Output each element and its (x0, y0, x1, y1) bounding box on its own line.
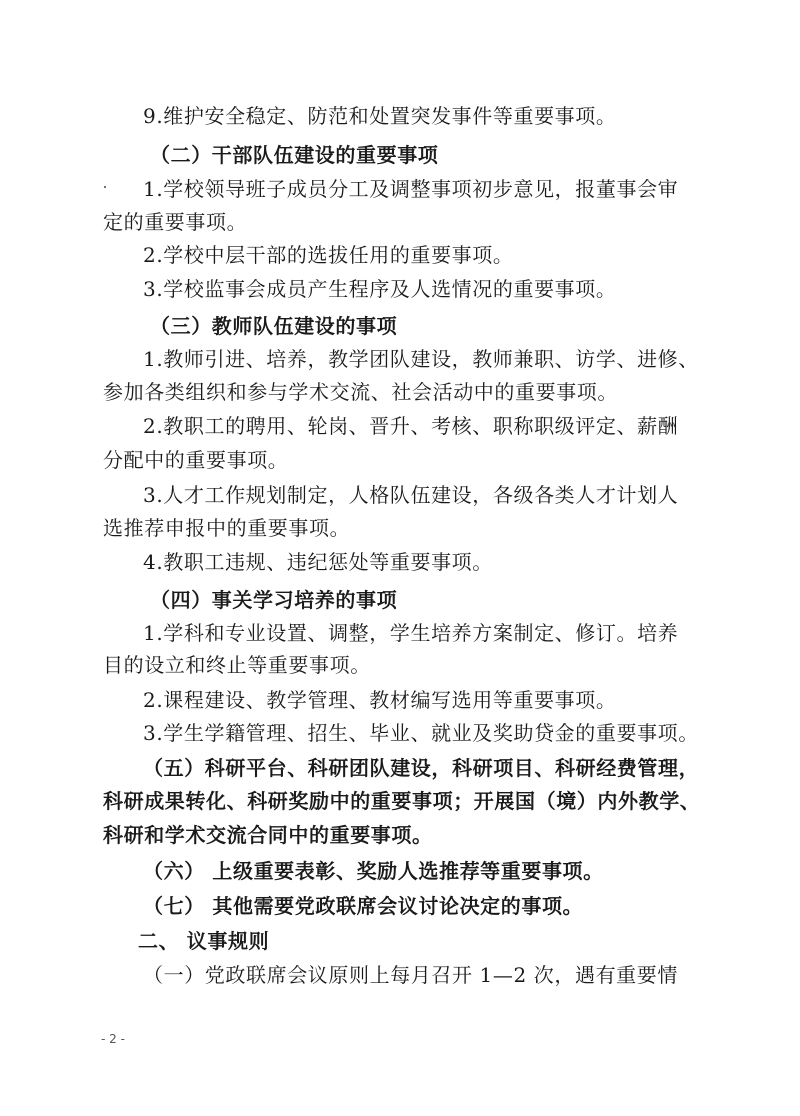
bold-paragraph-line: 科研成果转化、科研奖励中的重要事项；开展国（境）内外教学、 (103, 789, 701, 813)
text-line: 3.学生学籍管理、招生、毕业、就业及奖助贷金的重要事项。 (143, 721, 699, 745)
section-heading: 二、 议事规则 (138, 929, 270, 953)
text-line: 1.教师引进、培养，教学团队建设，教师兼职、访学、进修、 (143, 347, 699, 371)
text-line: 参加各类组织和参与学术交流、社会活动中的重要事项。 (103, 380, 618, 404)
text-line: 3.人才工作规划制定，人格队伍建设，各级各类人才计划人 (143, 483, 679, 507)
text-line: （一）党政联席会议原则上每月召开 1—2 次，遇有重要情 (143, 963, 678, 987)
subheading: （二）干部队伍建设的重要事项 (150, 143, 439, 167)
subheading: （四）事关学习培养的事项 (150, 588, 398, 612)
bold-paragraph-line: 科研和学术交流合同中的重要事项。 (103, 823, 433, 847)
text-line: 选推荐申报中的重要事项。 (103, 516, 351, 540)
page-number: - 2 - (101, 1032, 125, 1046)
text-line: 定的重要事项。 (103, 210, 248, 234)
text-line: 2.教职工的聘用、轮岗、晋升、考核、职称职级评定、薪酬 (143, 414, 679, 438)
text-line: 2.学校中层干部的选拔任用的重要事项。 (143, 243, 514, 267)
text-line: 4.教职工违规、违纪惩处等重要事项。 (143, 550, 493, 574)
text-line: 1.学校领导班子成员分工及调整事项初步意见，报董事会审 (143, 177, 679, 201)
subheading: （七） 其他需要党政联席会议讨论决定的事项。 (143, 894, 584, 918)
scan-speck (104, 186, 106, 188)
subheading: （六） 上级重要表彰、奖励人选推荐等重要事项。 (143, 859, 604, 883)
subheading: （三）教师队伍建设的事项 (150, 314, 398, 338)
text-line: 分配中的重要事项。 (103, 448, 289, 472)
text-line: 9.维护安全稳定、防范和处置突发事件等重要事项。 (143, 104, 617, 128)
text-line: 目的设立和终止等重要事项。 (103, 653, 371, 677)
text-line: 3.学校监事会成员产生程序及人选情况的重要事项。 (143, 277, 617, 301)
bold-paragraph-line: （五）科研平台、科研团队建设，科研项目、科研经费管理， (143, 756, 700, 780)
text-line: 1.学科和专业设置、调整，学生培养方案制定、修订。培养 (143, 621, 679, 645)
text-line: 2.课程建设、教学管理、教材编写选用等重要事项。 (143, 688, 617, 712)
